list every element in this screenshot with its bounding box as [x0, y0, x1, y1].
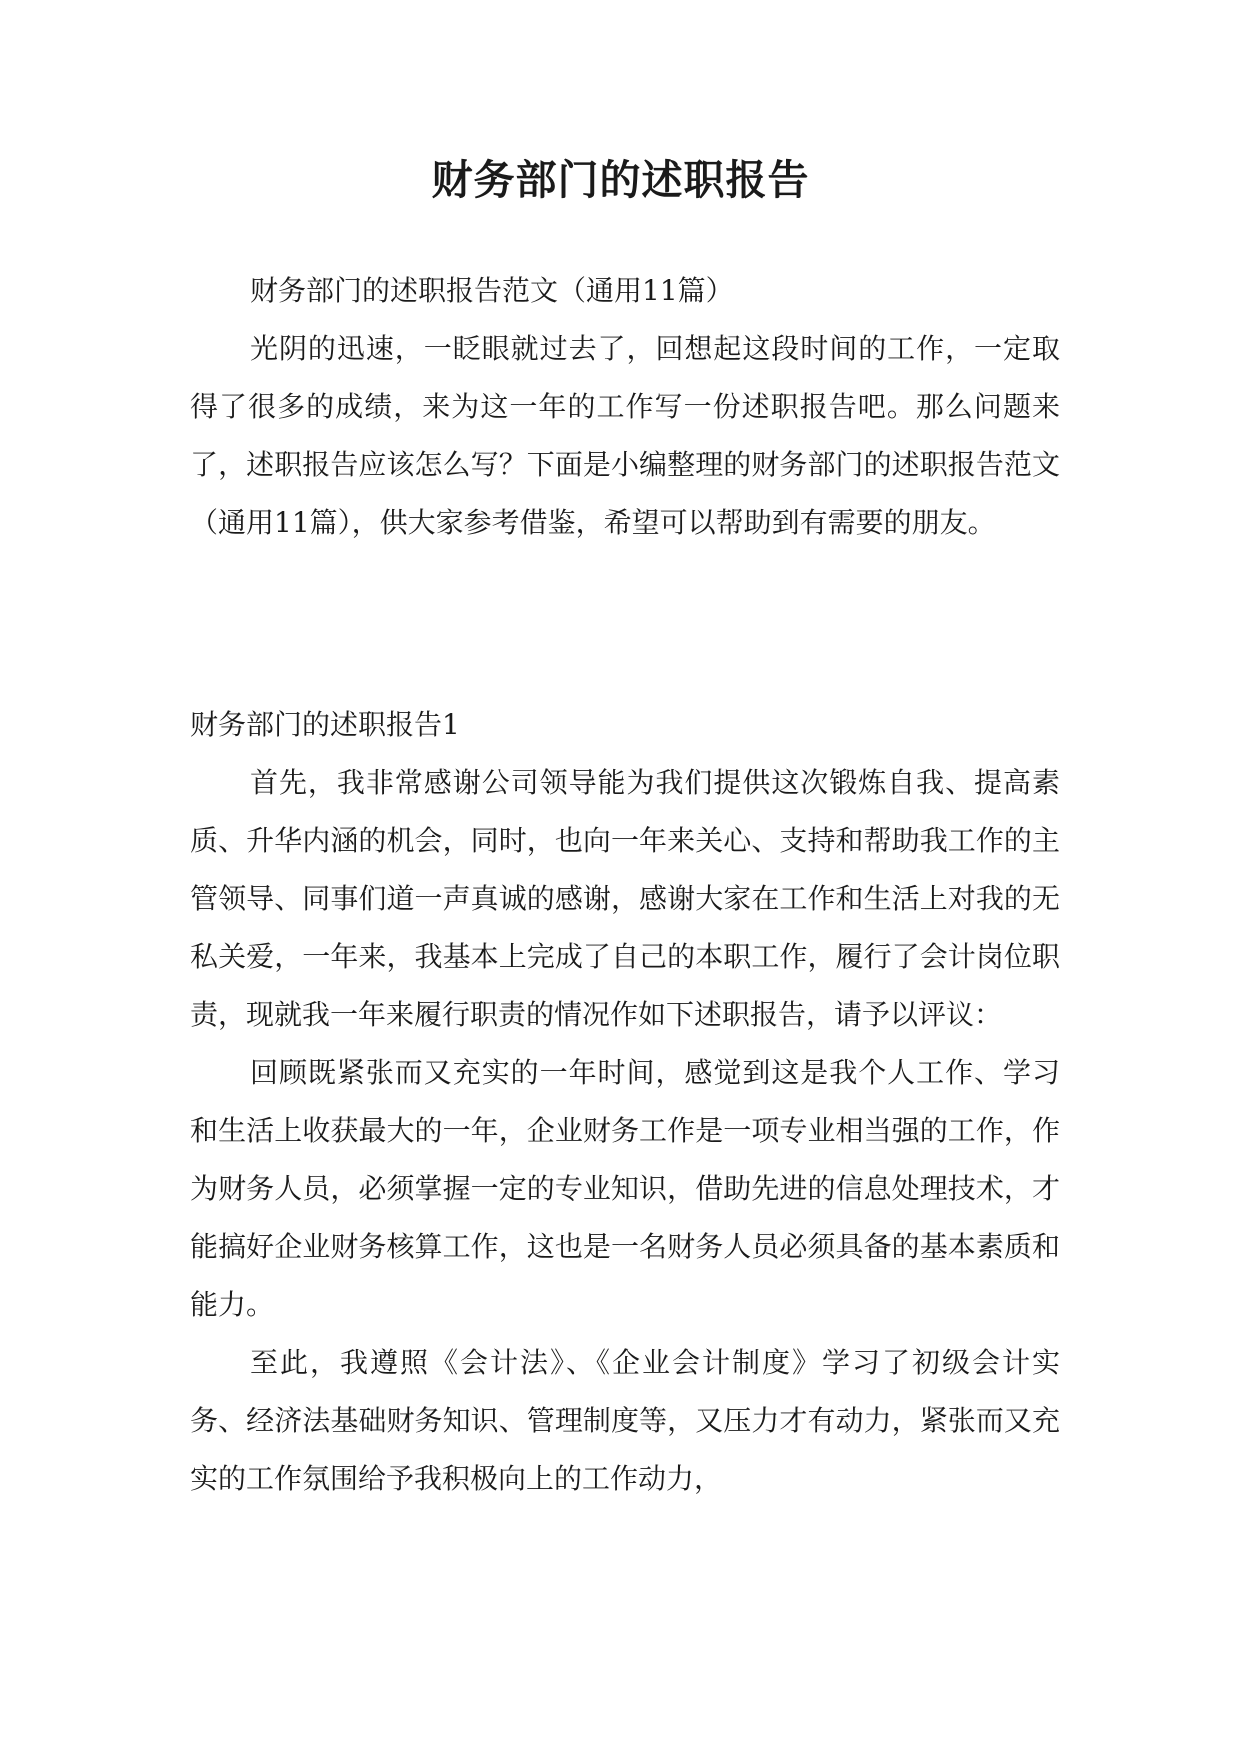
section-heading: 财务部门的述职报告1: [190, 708, 460, 741]
body-paragraph-3: 至此，我遵照《会计法》、《企业会计制度》学习了初级会计实务、经济法基础财务知识、管理制度等，又压力才有动力，紧张而又充实的工作氛围给予我积极向上的工作动力，: [190, 1346, 1060, 1495]
intro-block: [190, 262, 1060, 552]
section-body: [190, 754, 1060, 1508]
document-subtitle: 财务部门的述职报告范文（通用11篇）: [250, 274, 734, 307]
body-paragraph-1: 首先，我非常感谢公司领导能为我们提供这次锻炼自我、提高素质、升华内涵的机会，同时，也向一年来关心、支持和帮助我工作的主管领导、同事们道一声真诚的感谢，感谢大家在工作和生活上对我的无私关爱，一年来，我基本上完成了自己的本职工作，履行了会计岗位职责，现就我一年来履行职责的情况作如下述职报告，请予以评议：: [190, 766, 1060, 1031]
body-paragraph-2: 回顾既紧张而又充实的一年时间，感觉到这是我个人工作、学习和生活上收获最大的一年，企业财务工作是一项专业相当强的工作，作为财务人员，必须掌握一定的专业知识，借助先进的信息处理技术，才能搞好企业财务核算工作，这也是一名财务人员必须具备的基本素质和能力。: [190, 1056, 1060, 1321]
document-title: 财务部门的述职报告: [431, 156, 810, 204]
intro-paragraph: 光阴的迅速，一眨眼就过去了，回想起这段时间的工作，一定取得了很多的成绩，来为这一年的工作写一份述职报告吧。那么问题来了，述职报告应该怎么写？下面是小编整理的财务部门的述职报告范文（通用11篇），供大家参考借鉴，希望可以帮助到有需要的朋友。: [190, 332, 1060, 539]
